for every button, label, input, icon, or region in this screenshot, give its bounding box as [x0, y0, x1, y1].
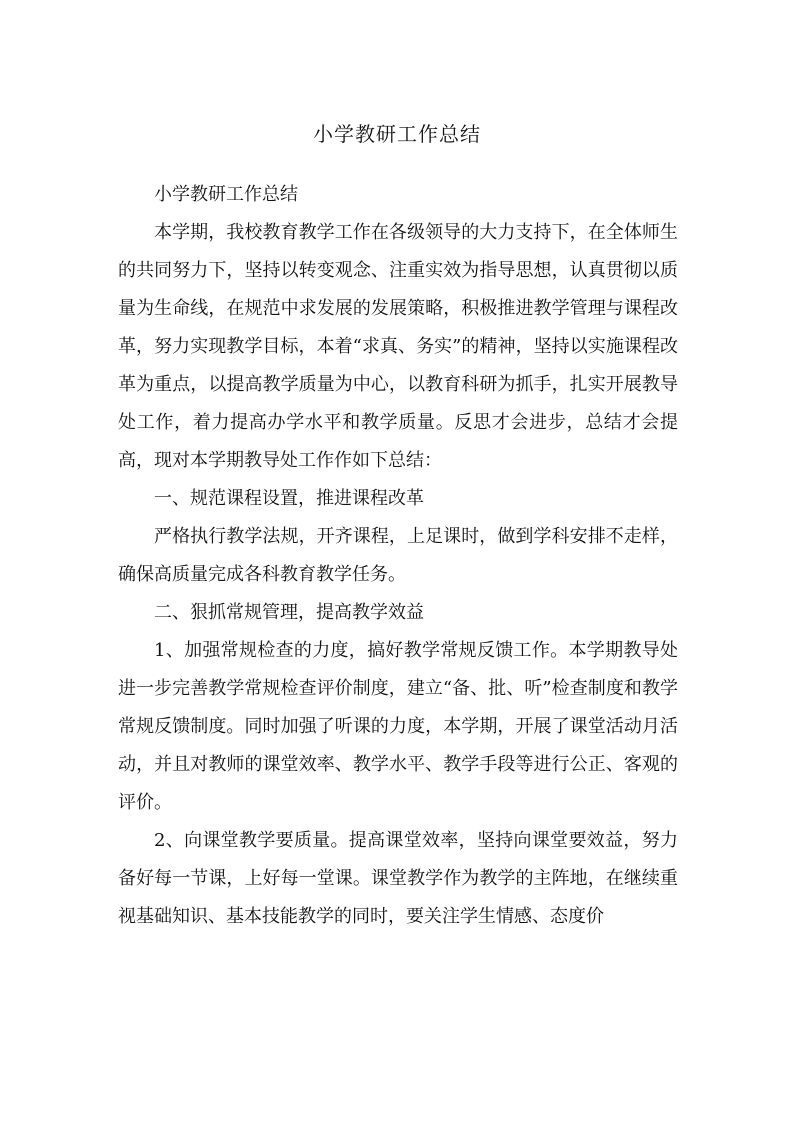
document-title: 小学教研工作总结 — [313, 122, 481, 146]
paragraph-item-1: 1、加强常规检查的力度，搞好教学常规反馈工作。本学期教导处进一步完善教学常规检查评价制度，建立“备、批、听”检查制度和教学常规反馈制度。同时加强了听课的力度，本学期，开展了课堂活动月活动，并且对教师的课堂效率、教学水平、教学手段等进行公正、客观的评价。 — [118, 640, 678, 813]
document-body — [118, 176, 678, 936]
paragraph-intro: 本学期，我校教育教学工作在各级领导的大力支持下，在全体师生的共同努力下，坚持以转变观念、注重实效为指导思想，认真贯彻以质量为生命线，在规范中求发展的发展策略，积极推进教学管理与课程改革，努力实现教学目标，本着“求真、务实”的精神，坚持以实施课程改革为重点，以提高教学质量为中心，以教育科研为抓手，扎实开展教导处工作，着力提高办学水平和教学质量。反思才会进步，总结才会提高，现对本学期教导处工作作如下总结： — [118, 222, 678, 471]
paragraph-section-1: 严格执行教学法规，开齐课程，上足课时，做到学科安排不走样，确保高质量完成各科教育教学任务。 — [118, 526, 678, 585]
document-subtitle: 小学教研工作总结 — [154, 184, 298, 205]
section-heading-2: 二、狠抓常规管理，提高教学效益 — [154, 602, 424, 623]
section-heading-1: 一、规范课程设置，推进课程改革 — [154, 488, 424, 509]
paragraph-item-2: 2、向课堂教学要质量。提高课堂效率，坚持向课堂要效益，努力备好每一节课，上好每一堂课。课堂教学作为教学的主阵地，在继续重视基础知识、基本技能教学的同时，要关注学生情感、态度价 — [118, 830, 678, 927]
